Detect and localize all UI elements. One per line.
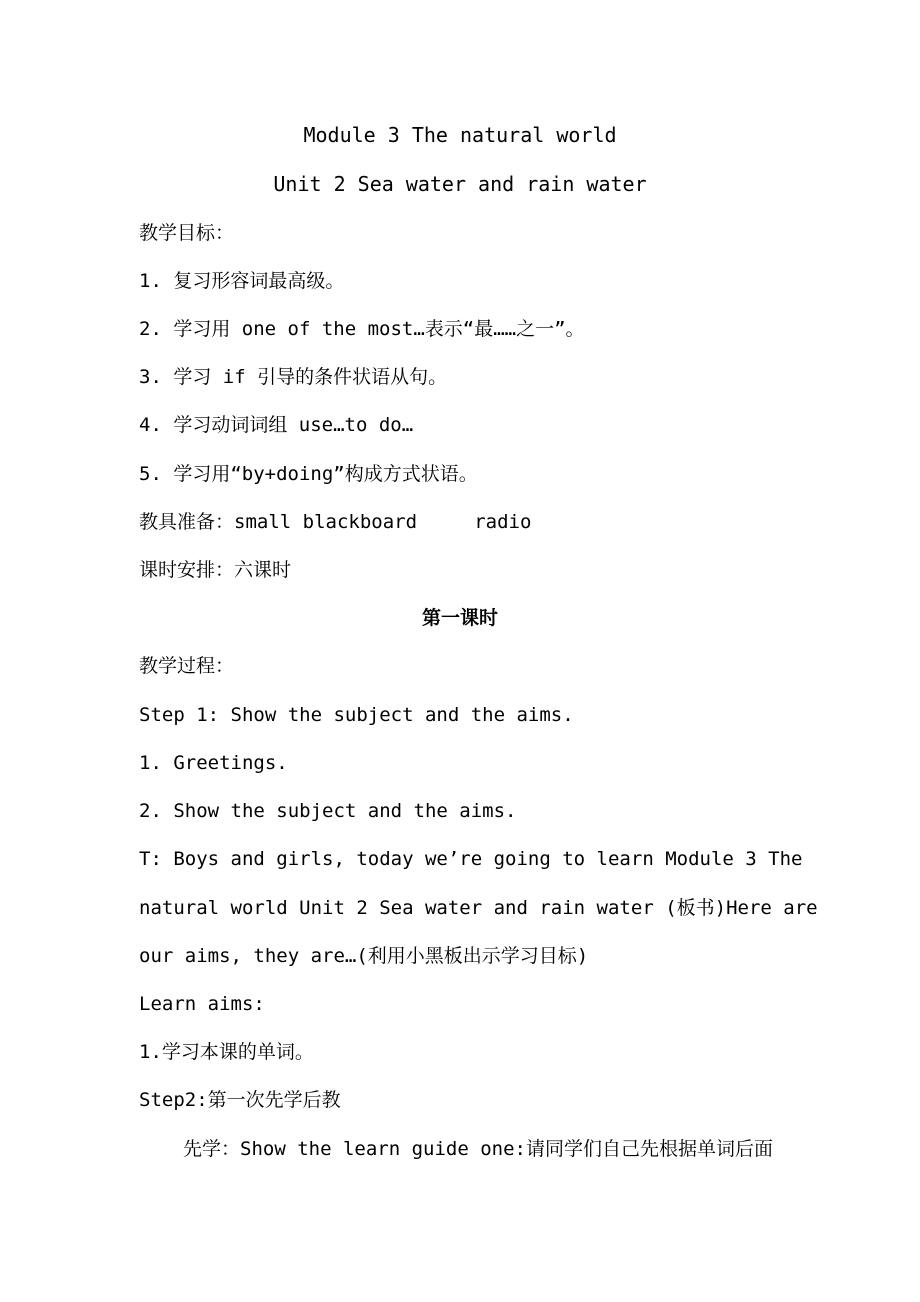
objective-item: 4. 学习动词词组 use…to do…	[139, 414, 414, 436]
objective-item: 3. 学习 if 引导的条件状语从句。	[139, 366, 448, 388]
teacher-speech-line: natural world Unit 2 Sea water and rain water (板书)Here are	[139, 897, 818, 919]
lesson-title: 第一课时	[421, 607, 498, 629]
objective-item: 2. 学习用 one of the most…表示“最……之一”。	[139, 318, 585, 340]
teaching-aids: 教具准备：small blackboard radio	[139, 511, 532, 533]
step-1-heading: Step 1: Show the subject and the aims.	[139, 704, 574, 726]
teacher-speech-line: our aims, they are…(利用小黑板出示学习目标)	[139, 945, 589, 967]
objective-item: 5. 学习用“by+doing”构成方式状语。	[139, 463, 478, 485]
step-2-heading: Step2:第一次先学后教	[139, 1089, 341, 1111]
lesson-schedule: 课时安排：六课时	[139, 559, 292, 581]
process-heading: 教学过程：	[139, 655, 235, 677]
preview-guide-line: 先学：Show the learn guide one:请同学们自己先根据单词后面	[183, 1138, 773, 1160]
learn-aims-heading: Learn aims:	[139, 993, 265, 1015]
document-subtitle: Unit 2 Sea water and rain water	[273, 172, 647, 196]
objective-item: 1. 复习形容词最高级。	[139, 270, 345, 292]
step-1-item: 1. Greetings.	[139, 752, 288, 774]
document-title: Module 3 The natural world	[303, 123, 617, 147]
teacher-speech-line: T: Boys and girls, today we’re going to learn Module 3 The	[139, 848, 803, 870]
learn-aims-item: 1.学习本课的单词。	[139, 1041, 314, 1063]
step-1-item: 2. Show the subject and the aims.	[139, 800, 517, 822]
objectives-heading: 教学目标：	[139, 222, 235, 244]
